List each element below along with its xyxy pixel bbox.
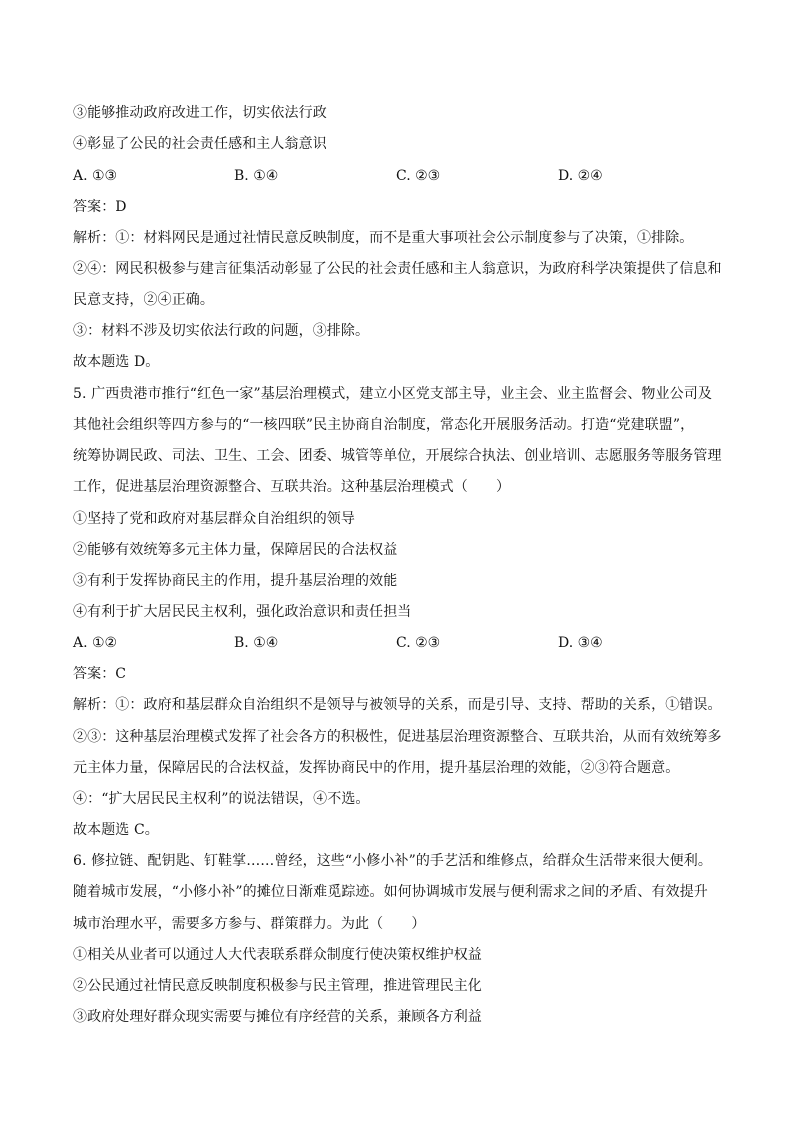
q4-analysis-line: ②④：网民积极参与建言征集活动彰显了公民的社会责任感和主人翁意识，为政府科学决策提供了信息和 bbox=[73, 261, 722, 277]
q5-stem-line: 工作，促进基层治理资源整合、互联共治。这种基层治理模式（ ） bbox=[73, 479, 511, 495]
q4-answer: 答案：D bbox=[73, 199, 127, 215]
q4-option-b: B. ①④ bbox=[234, 168, 279, 184]
q5-answer: 答案：C bbox=[73, 666, 127, 682]
q5-stem-line: 统筹协调民政、司法、卫生、工会、团委、城管等单位，开展综合执法、创业培训、志愿服务等服务管理 bbox=[73, 448, 722, 464]
q6-statement: ③政府处理好群众现实需要与摊位有序经营的关系，兼顾各方利益 bbox=[73, 1009, 482, 1025]
q4-analysis-line: 故本题选 D。 bbox=[73, 354, 160, 370]
q5-statement: ④有利于扩大居民民主权利，强化政治意识和责任担当 bbox=[73, 604, 412, 620]
q4-option-c: C. ②③ bbox=[396, 168, 441, 184]
q4-option-a: A. ①③ bbox=[73, 168, 118, 184]
q6-statement: ①相关从业者可以通过人大代表联系群众制度行使决策权维护权益 bbox=[73, 947, 482, 963]
q5-analysis-line: ②③：这种基层治理模式发挥了社会各方的积极性，促进基层治理资源整合、互联共治，从而有效统筹多 bbox=[73, 729, 722, 745]
q6-statement: ②公民通过社情民意反映制度积极参与民主管理，推进管理民主化 bbox=[73, 978, 482, 994]
q4-statement-4: ④彰显了公民的社会责任感和主人翁意识 bbox=[73, 136, 327, 152]
q5-option-a: A. ①② bbox=[73, 635, 118, 651]
q5-option-c: C. ②③ bbox=[396, 635, 441, 651]
q4-option-d: D. ②④ bbox=[558, 168, 603, 184]
q6-stem-line: 随着城市发展，“小修小补”的摊位日渐难觅踪迹。如何协调城市发展与便利需求之间的矛盾、有效提升 bbox=[73, 884, 708, 900]
q5-stem-line: 5. 广西贵港市推行“红色一家”基层治理模式，建立小区党支部主导，业主会、业主监督会、物业公司及 bbox=[73, 386, 712, 402]
q5-analysis-line: 解析：①：政府和基层群众自治组织不是领导与被领导的关系，而是引导、支持、帮助的关系，①错误。 bbox=[73, 697, 722, 713]
q4-analysis-line: 民意支持，②④正确。 bbox=[73, 292, 214, 308]
q5-analysis-line: 故本题选 C。 bbox=[73, 822, 159, 838]
q5-analysis-line: ④：“扩大居民民主权利”的说法错误，④不选。 bbox=[73, 791, 370, 807]
q5-analysis-line: 元主体力量，保障居民的合法权益，发挥协商民中的作用，提升基层治理的效能，②③符合题意。 bbox=[73, 760, 680, 776]
q5-stem-line: 其他社会组织等四方参与的“一核四联”民主协商自治制度，常态化开展服务活动。打造“党建联盟”， bbox=[73, 417, 695, 433]
q4-analysis-line: 解析：①：材料网民是通过社情民意反映制度，而不是重大事项社会公示制度参与了决策，①排除。 bbox=[73, 230, 694, 246]
q4-statement-3: ③能够推动政府改进工作，切实依法行政 bbox=[73, 105, 327, 121]
q5-option-b: B. ①④ bbox=[234, 635, 279, 651]
q6-stem-line: 6. 修拉链、配钥匙、钉鞋掌……曾经，这些“小修小补”的手艺活和维修点，给群众生活带来很大便利。 bbox=[73, 853, 712, 869]
q4-analysis-line: ③：材料不涉及切实依法行政的问题，③排除。 bbox=[73, 323, 370, 339]
q5-option-d: D. ③④ bbox=[558, 635, 603, 651]
q6-stem-line: 城市治理水平，需要多方参与、群策群力。为此（ ） bbox=[73, 916, 426, 932]
q5-statement: ③有利于发挥协商民主的作用，提升基层治理的效能 bbox=[73, 573, 398, 589]
q5-statement: ②能够有效统筹多元主体力量，保障居民的合法权益 bbox=[73, 542, 398, 558]
q5-statement: ①坚持了党和政府对基层群众自治组织的领导 bbox=[73, 511, 355, 527]
